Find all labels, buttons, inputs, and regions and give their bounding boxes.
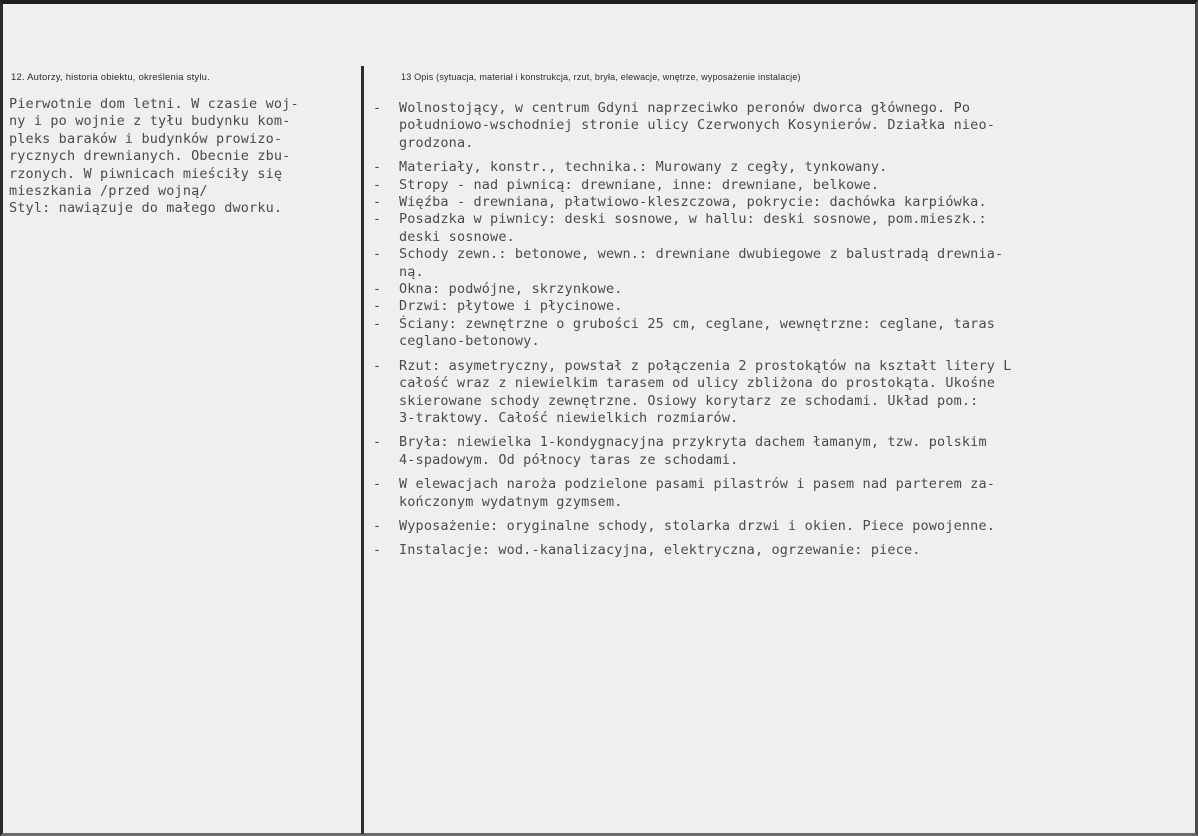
description-item bbox=[373, 316, 1185, 351]
left-section-header: 12. Autorzy, historia obiektu, określenia stylu. bbox=[11, 72, 210, 83]
description-item bbox=[373, 100, 1185, 152]
description-list bbox=[373, 100, 1185, 560]
description-item bbox=[373, 298, 1185, 315]
item-line: ceglano-betonowy. bbox=[399, 333, 540, 350]
item-line: całość wraz z niewielkim tarasem od ulicy zbliżona do prostokąta. Ukośne bbox=[399, 375, 995, 392]
history-text bbox=[9, 96, 359, 218]
item-line: Schody zewn.: betonowe, wewn.: drewniane dwubiegowe z balustradą drewnia- bbox=[399, 246, 1004, 263]
history-line: ny i po wojnie z tyłu budynku kom- bbox=[9, 113, 291, 130]
item-line: 3-traktowy. Całość niewielkich rozmiarów. bbox=[399, 409, 739, 426]
item-line: 4-spadowym. Od północy taras ze schodami. bbox=[399, 451, 739, 468]
item-dash: - bbox=[373, 100, 382, 116]
description-item bbox=[373, 194, 1185, 211]
item-line: Okna: podwójne, skrzynkowe. bbox=[399, 281, 623, 298]
description-item bbox=[373, 476, 1185, 511]
item-line: grodzona. bbox=[399, 134, 474, 151]
history-line: mieszkania /przed wojną/ bbox=[9, 183, 208, 200]
item-dash: - bbox=[373, 315, 382, 332]
description-item bbox=[373, 211, 1185, 246]
item-dash: - bbox=[373, 176, 382, 193]
history-line: rycznych drewnianych. Obecnie zbu- bbox=[9, 148, 291, 165]
item-line: Rzut: asymetryczny, powstał z połączenia 2 prostokątów na kształt litery L bbox=[399, 357, 1012, 374]
item-dash: - bbox=[373, 298, 382, 315]
item-line: Drzwi: płytowe i płycinowe. bbox=[399, 298, 623, 315]
item-line: Instalacje: wod.-kanalizacyjna, elektryczna, ogrzewanie: piece. bbox=[399, 542, 921, 559]
item-dash: - bbox=[373, 357, 382, 374]
item-line: Bryła: niewielka 1-kondygnacyjna przykryta dachem łamanym, tzw. polskim bbox=[399, 434, 987, 451]
right-section-header: 13 Opis (sytuacja, materiał i konstrukcja, rzut, bryła, elewacje, wnętrze, wyposażenie instalacje) bbox=[401, 72, 801, 82]
history-line: Styl: nawiązuje do małego dworku. bbox=[9, 200, 283, 217]
item-line: południowo-wschodniej stronie ulicy Czerwonych Kosynierów. Działka nieo- bbox=[399, 117, 995, 134]
item-dash: - bbox=[373, 476, 382, 493]
item-line: Wolnostojący, w centrum Gdyni naprzeciwko peronów dworca głównego. Po bbox=[399, 100, 971, 116]
item-line: W elewacjach naroża podzielone pasami pilastrów i pasem nad parterem za- bbox=[399, 476, 995, 493]
item-line: Posadzka w piwnicy: deski sosnowe, w hallu: deski sosnowe, pom.mieszk.: bbox=[399, 211, 987, 228]
item-line: Więźba - drewniana, płatwiowo-kleszczowa, pokrycie: dachówka karpiówka. bbox=[399, 194, 987, 211]
description-item bbox=[373, 159, 1185, 176]
description-item bbox=[373, 542, 1185, 559]
item-dash: - bbox=[373, 246, 382, 263]
item-dash: - bbox=[373, 434, 382, 451]
description-item bbox=[373, 434, 1185, 469]
item-line: kończonym wydatnym gzymsem. bbox=[399, 493, 623, 510]
item-line: Materiały, konstr., technika.: Murowany z cegły, tynkowany. bbox=[399, 159, 888, 176]
description-item bbox=[373, 518, 1185, 535]
item-dash: - bbox=[373, 194, 382, 211]
item-dash: - bbox=[373, 159, 382, 176]
item-dash: - bbox=[373, 281, 382, 298]
description-item bbox=[373, 281, 1185, 298]
item-dash: - bbox=[373, 517, 382, 534]
description-item bbox=[373, 246, 1185, 281]
item-line: Ściany: zewnętrzne o grubości 25 cm, ceglane, wewnętrzne: ceglane, taras bbox=[399, 315, 995, 332]
item-dash: - bbox=[373, 542, 382, 559]
item-line: Wyposażenie: oryginalne schody, stolarka drzwi i okien. Piece powojenne. bbox=[399, 517, 995, 534]
history-line: pleks baraków i budynków prowizo- bbox=[9, 130, 283, 147]
description-item bbox=[373, 358, 1185, 428]
history-line: rzonych. W piwnicach mieściły się bbox=[9, 165, 283, 182]
item-line: deski sosnowe. bbox=[399, 228, 515, 245]
item-line: Stropy - nad piwnicą: drewniane, inne: drewniane, belkowe. bbox=[399, 176, 880, 193]
column-divider bbox=[361, 66, 364, 834]
description-item bbox=[373, 177, 1185, 194]
history-line: Pierwotnie dom letni. W czasie woj- bbox=[9, 96, 299, 112]
item-dash: - bbox=[373, 211, 382, 228]
item-line: skierowane schody zewnętrzne. Osiowy korytarz ze schodami. Układ pom.: bbox=[399, 392, 979, 409]
item-line: ną. bbox=[399, 263, 424, 280]
